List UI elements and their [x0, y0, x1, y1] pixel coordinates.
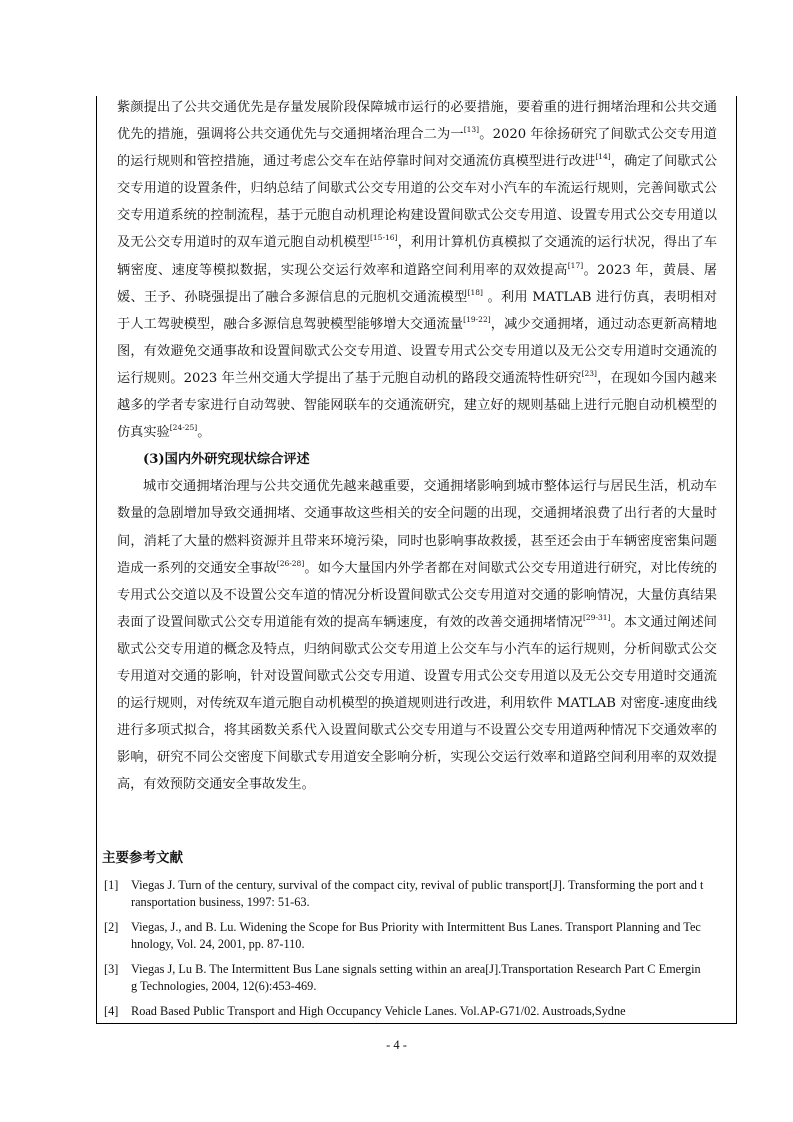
text-run: ，在现如今国内越来越多的学者专家进行自动驾驶、智能网联车的交通流研究，建立好的规则基础上进行元胞自动机模型的仿真实验 [117, 370, 717, 441]
text-run: 。 [197, 425, 211, 441]
citation-marker: [15-16] [369, 233, 398, 243]
page-number: - 4 - [386, 1038, 407, 1052]
citation-marker: [18] [467, 287, 483, 297]
text-run: 城市交通拥堵治理与公共交通优先越来越重要，交通拥堵影响到城市整体运行与居民生活，机动车数量的急剧增加导致交通拥堵、交通事故这些相关的安全问题的出现，交通拥堵浪费了出行者的大量时间，消耗了大量的燃料资源并且带来环境污染，同时也影响事故救援，甚至还会由于车辆密度密集问题造成一系列的交通安全事故 [117, 479, 717, 576]
reference-item [104, 877, 704, 910]
citation-marker: [23] [581, 368, 597, 378]
citation-marker: [17] [567, 260, 584, 270]
reference-item [104, 961, 704, 994]
reference-number: [2] [104, 920, 119, 934]
citation-marker: [13] [463, 125, 480, 135]
text-run: ，确定了间歇式公交专用道的设置条件，归纳总结了间歇式公交专用道的公交车对小汽车的车流运行规则，完善间歇式公交专用道系统的控制流程，基于元胞自动机理论构建设置间歇式公交专用道、设置专用式公交专用道以及无公交专用道时的双车道元胞自动机模型 [117, 154, 718, 251]
citation-marker: [24-25] [169, 423, 198, 433]
text-run: 。2023 年，黄晨、屠媛、王予、孙晓强提出了融合多源信息的元胞机交通流模型 [117, 262, 717, 305]
references-list [104, 877, 704, 1029]
text-run: 。本文通过阐述间歇式公交专用道的概念及特点，归纳间歇式公交专用道上公交车与小汽车的运行规则，分析间歇式公交专用道对交通的影响，针对设置间歇式公交专用道、设置专用式公交专用道以及无公交专用道时交通流的运行规则，对传统双车道元胞自动机模型的换道规则进行改进，利用软件 MATLAB 对密度-速度曲线进行多项式拟合，将其函数关系代入设置间歇式公交专用道与不设置公交专用道两种情况下交通效率的影响，研究不同公交密度下间歇式专用道安全影响分析，实现公交运行效率和道路空间利用率的双效提高，有效预防交通安全事故发生。 [117, 614, 717, 793]
reference-item [104, 1003, 704, 1020]
reference-number: [4] [104, 1004, 119, 1018]
citation-marker: [14] [595, 152, 611, 162]
citation-marker: [26-28] [276, 558, 305, 568]
section-subheading: (3)国内外研究现状综合评述 [143, 452, 310, 468]
text-run: 紫颜提出了公共交通优先是存量发展阶段保障城市运行的必要措施，要着重的进行拥堵治理和公共交通优先的措施，强调将公共交通优先与交通拥堵治理合二为一 [117, 100, 717, 143]
reference-text: Viegas J, Lu B. The Intermittent Bus Lane signals setting within an area[J].Transportation Research Part C Emerging Technologies, 2004, 12(6):453-469. [131, 962, 701, 993]
text-run: ，利用计算机仿真模拟了交通流的运行状况，得出了车辆密度、速度等模拟数据，实现公交运行效率和道路空间利用率的双效提高 [117, 235, 718, 278]
body-text [117, 94, 717, 798]
reference-text: Road Based Public Transport and High Occupancy Vehicle Lanes. Vol.AP-G71/02. Austroads,Sydne [131, 1004, 626, 1018]
text-run: ，减少交通拥堵，通过动态更新高精地图，有效避免交通事故和设置间歇式公交专用道、设置专用式公交专用道以及无公交专用道时交通流的运行规则。2023 年兰州交通大学提出了基于元胞自动机的路段交通流特性研究 [117, 316, 717, 386]
reference-text: Viegas J. Turn of the century, survival of the compact city, revival of public transport[J]. Transforming the port and transportation business, 1997: 51-63. [131, 878, 704, 909]
reference-number: [3] [104, 962, 119, 976]
text-run: 。利用 MATLAB 进行仿真，表明相对于人工驾驶模型，融合多源信息驾驶模型能够增大交通流量 [117, 289, 718, 332]
reference-item [104, 919, 704, 952]
reference-text: Viegas, J., and B. Lu. Widening the Scope for Bus Priority with Intermittent Bus Lanes. Transport Planning and Technology, Vol. 24, 2001, pp. 87-110. [131, 920, 701, 951]
references-heading: 主要参考文献 [102, 850, 183, 866]
text-run: 。如今大量国内外学者都在对间歇式公交专用道进行研究，对比传统的专用式公交道以及不设置公交车道的情况分析设置间歇式公交专用道对交通的影响情况，大量仿真结果表面了设置间歇式公交专用道能有效的提高车辆速度，有效的改善交通拥堵情况 [117, 560, 718, 630]
text-run: 。2020 年徐扬研究了间歇式公交专用道的运行规则和管控措施，通过考虑公交车在站停靠时间对交通流仿真模型进行改进 [117, 127, 717, 170]
paragraph-1 [117, 94, 717, 446]
citation-marker: [19-22] [463, 314, 491, 324]
reference-number: [1] [104, 878, 119, 892]
paragraph-2 [117, 473, 717, 798]
citation-marker: [29-31] [583, 612, 611, 622]
